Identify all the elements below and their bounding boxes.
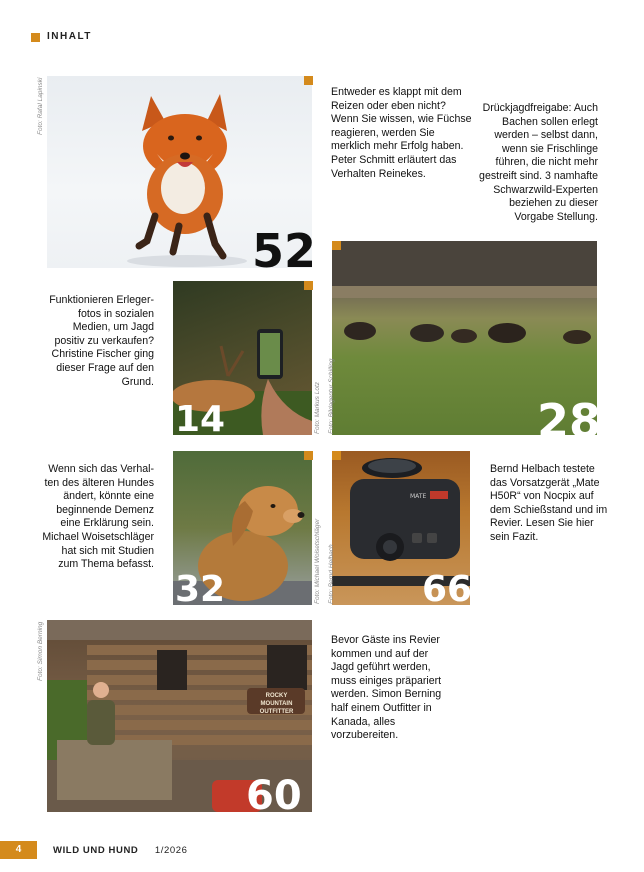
social-credit: Foto: Markus Lotz	[314, 381, 321, 434]
scope-page-number[interactable]: 66	[422, 569, 473, 610]
cabin-sign: ROCKY MOUNTAIN OUTFITTER	[259, 693, 294, 715]
fox-marker	[304, 76, 313, 85]
boar-credit: Foto: Bildagentur Schilling	[328, 358, 335, 434]
cabin-page-number[interactable]: 60	[246, 773, 302, 819]
social-marker	[304, 281, 313, 290]
section-title: INHALT	[47, 31, 92, 42]
magazine-name: WILD UND HUND	[53, 845, 139, 856]
fox-page-number[interactable]: 52	[252, 224, 317, 278]
dog-page-number[interactable]: 32	[175, 569, 226, 610]
scope-teaser: Bernd Helbach testete das Vorsatzgerät „Mate H50R“ von Nocpix auf dem Schießstand und im Revier. Lesen Sie hier sein Fazit.	[490, 463, 608, 543]
fox-credit: Foto: Rafal Lapinski	[37, 77, 44, 135]
scope-marker	[332, 451, 341, 460]
social-page-number[interactable]: 14	[175, 399, 226, 440]
scope-device-label: MATE	[410, 493, 427, 500]
footer-magazine	[53, 845, 188, 856]
social-teaser: Funktionieren Erleger-fotos in sozialen Medien, um Jagd positiv zu verkaufen? Christine Fischer ging dieser Frage auf den Grund.	[49, 294, 154, 388]
boar-marker	[332, 241, 341, 250]
issue-number: 1/2026	[154, 845, 188, 856]
dog-teaser: Wenn sich das Verhal-ten des älteren Hundes ändert, könnte eine beginnende Demenz eine Erklärung sein. Michael Woisetschläger hat sich mit Studien zum Thema befasst.	[42, 463, 154, 571]
fox-teaser: Entweder es klappt mit dem Reizen oder eben nicht? Wenn Sie wissen, wie Füchse reagieren, werden Sie merklich mehr Erfolg haben. Peter Schmitt erläutert das Verhalten Reinekes.	[331, 86, 472, 180]
boar-teaser: Drückjagdfreigabe: Auch Bachen sollen erlegt werden – selbst dann, wenn sie Frischlinge führen, die nicht mehr gestreift sind. 3 namhafte Schwarzwild-Experten beziehen zu dieser Vorgabe Stellung.	[479, 102, 598, 223]
cabin-credit: Foto: Simon Berning	[37, 621, 44, 681]
dog-credit: Foto: Michael Woisetschläger	[314, 518, 321, 604]
cabin-teaser: Bevor Gäste ins Revier kommen und auf der Jagd geführt werden, muss einiges präpariert werden. Simon Berning half einem Outfitter in Kanada, alles vorzubereiten.	[331, 634, 442, 742]
dog-marker	[304, 451, 313, 460]
footer-page-number: 4	[0, 841, 37, 859]
scope-credit: Foto: Bernd Helbach	[328, 544, 335, 604]
section-marker	[31, 33, 40, 42]
boar-page-number[interactable]: 28	[537, 394, 602, 448]
